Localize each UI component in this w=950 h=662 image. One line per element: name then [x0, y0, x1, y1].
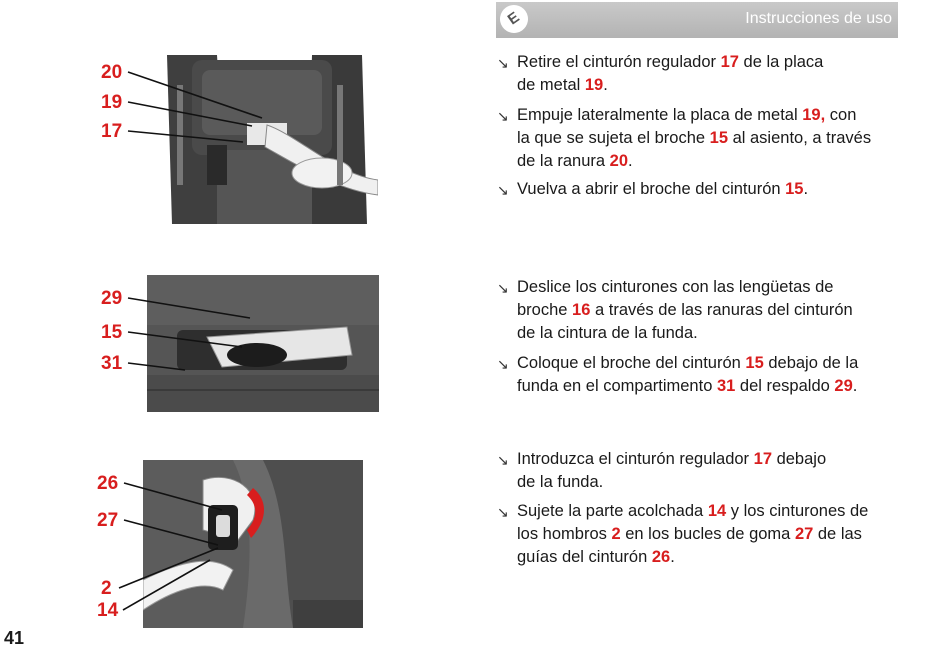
step-1: ↘ Retire el cinturón regulador 17 de la placa de metal 19.: [497, 53, 824, 94]
step-3: ↘ Vuelva a abrir el broche del cinturón 15.: [497, 178, 808, 201]
callout-17: 17: [101, 121, 123, 142]
figure-2-photo: [147, 275, 379, 412]
step-arrow-icon: ↘: [497, 280, 509, 296]
callout-15: 15: [101, 322, 123, 343]
step-arrow-icon: ↘: [497, 182, 509, 198]
callout-31: 31: [101, 353, 123, 374]
callout-14: 14: [97, 600, 119, 621]
step-arrow-icon: ↘: [497, 55, 509, 71]
step-arrow-icon: ↘: [497, 356, 509, 372]
step-5: ↘ Coloque el broche del cinturón 15 debajo de la funda en el compartimento 31 del respaldo 29.: [497, 354, 859, 395]
step-arrow-icon: ↘: [497, 452, 509, 468]
callout-27: 27: [97, 510, 119, 531]
header-title: Instrucciones de uso: [745, 10, 892, 27]
step-arrow-icon: ↘: [497, 504, 509, 520]
figure-3-photo: [143, 460, 363, 628]
language-badge: E: [495, 0, 534, 38]
step-2: ↘ Empuje lateralmente la placa de metal 19, con la que se sujeta el broche 15 al asiento, a través de la ranura 20.: [497, 106, 872, 170]
step-4: ↘ Deslice los cinturones con las lengüetas de broche 16 a través de las ranuras del cinturón de la cintura de la funda.: [497, 278, 853, 342]
step-6: ↘ Introduzca el cinturón regulador 17 debajo de la funda.: [497, 450, 827, 491]
step-7: ↘ Sujete la parte acolchada 14 y los cinturones de los hombros 2 en los bucles de goma 27 de las guías del cinturón 26.: [497, 502, 869, 566]
callout-26: 26: [97, 473, 119, 494]
step-arrow-icon: ↘: [497, 108, 509, 124]
callout-20: 20: [101, 62, 123, 83]
callout-19: 19: [101, 92, 123, 113]
figure-1-photo: [147, 55, 378, 224]
page-number: 41: [4, 628, 25, 648]
callout-29: 29: [101, 288, 123, 309]
callout-2: 2: [101, 578, 112, 599]
